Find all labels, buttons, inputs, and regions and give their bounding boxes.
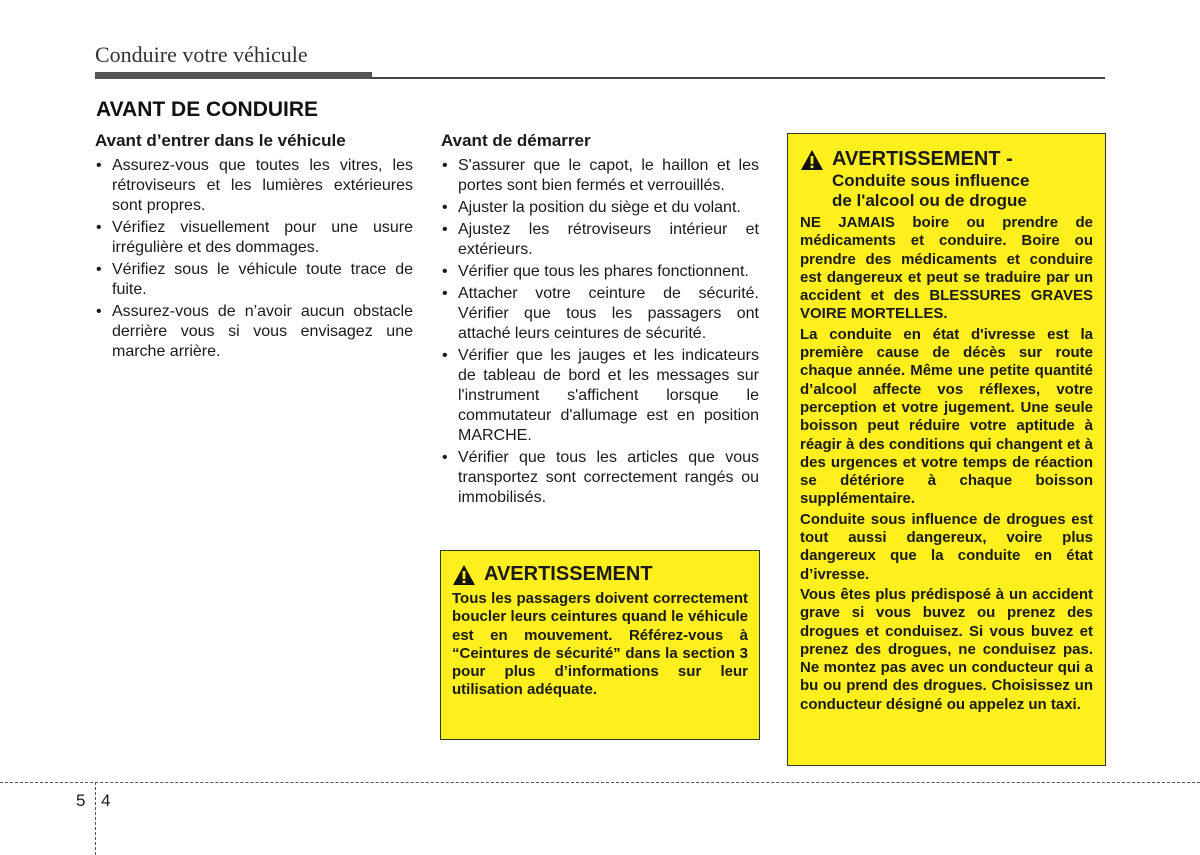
warning-box-seatbelts <box>440 550 760 740</box>
list-item: • Vérifier que les jauges et les indicateurs de tableau de bord et les messages sur l'instrument s'affichent lorsque le commutateur d'allumage est en position MARCHE. <box>441 346 759 446</box>
warning-paragraph: Vous êtes plus prédisposé à un accident grave si vous buvez ou prenez des drogues et conduisez. Si vous buvez et prenez des drogues, ne conduisez pas. Ne montez pas avec un conducteur qui a bu ou prend des drogues. Choisissez un conducteur désigné ou appelez un taxi. <box>800 585 1093 713</box>
column-before-starting <box>441 131 759 510</box>
section-title: AVANT DE CONDUIRE <box>96 98 319 121</box>
warning-paragraph: Conduite sous influence de drogues est tout aussi dangereux, voire plus dangereux que la conduite en état d’ivresse. <box>800 510 1093 583</box>
checklist-before-starting <box>441 156 759 508</box>
footer-divider <box>95 782 96 855</box>
column-before-entering <box>95 131 413 364</box>
list-item: • Vérifier que tous les articles que vous transportez sont correctement rangés ou immobilisés. <box>441 448 759 508</box>
header-rule-thin <box>372 77 1105 79</box>
warning-box-alcohol-drugs <box>787 133 1106 766</box>
chapter-number: 5 <box>76 791 86 810</box>
warning-header <box>452 563 748 586</box>
warning-triangle-icon <box>452 564 476 586</box>
warning-header <box>800 148 1093 171</box>
list-item: • Vérifiez sous le véhicule toute trace de fuite. <box>95 260 413 300</box>
page-number: 4 <box>101 791 111 810</box>
running-header-title: Conduire votre véhicule <box>95 42 308 67</box>
warning-paragraph: La conduite en état d'ivresse est la première cause de décès sur route chaque année. Même une petite quantité d’alcool affecte vos réflexes, votre perception et votre jugement. Une seule boisson peut réduire votre aptitude à réagir à des conditions qui changent et à des urgences et votre temps de réaction se détériore à chaque boisson supplémentaire. <box>800 325 1093 508</box>
warning-triangle-icon <box>800 149 824 171</box>
list-item: • Attacher votre ceinture de sécurité. Vérifier que tous les passagers ont attaché leurs ceintures de sécurité. <box>441 284 759 344</box>
list-item: • Ajustez les rétroviseurs intérieur et extérieurs. <box>441 220 759 260</box>
warning-title: AVERTISSEMENT - <box>832 148 1013 170</box>
subheading-before-starting: Avant de démarrer <box>441 131 591 150</box>
footer-rule <box>0 782 1200 783</box>
list-item: • S'assurer que le capot, le haillon et les portes sont bien fermés et verrouillés. <box>441 156 759 196</box>
header-rule-thick <box>95 72 372 79</box>
list-item: • Assurez-vous que toutes les vitres, les rétroviseurs et les lumières extérieures sont propres. <box>95 156 413 216</box>
warning-text: Tous les passagers doivent correctement boucler leurs ceintures quand le véhicule est en mouvement. Référez-vous à “Ceintures de sécurité” dans la section 3 pour plus d’informations sur leur utilisation adéquate. <box>452 590 748 699</box>
list-item: • Vérifier que tous les phares fonctionnent. <box>441 262 759 282</box>
warning-paragraph: NE JAMAIS boire ou prendre de médicaments et conduire. Boire ou prendre des médicaments et conduire est dangereux et peut se traduire par un accident et des BLESSURES GRAVES VOIRE MORTELLES. <box>800 214 1093 323</box>
checklist-before-entering <box>95 156 413 362</box>
list-item: • Ajuster la position du siège et du volant. <box>441 198 759 218</box>
warning-subtitle: Conduite sous influence <box>832 171 1030 190</box>
list-item: • Assurez-vous de n’avoir aucun obstacle derrière vous si vous envisagez une marche arrière. <box>95 302 413 362</box>
warning-title: AVERTISSEMENT <box>484 563 653 585</box>
subheading-before-entering: Avant d’entrer dans le véhicule <box>95 131 346 150</box>
warning-subtitle: de l'alcool ou de drogue <box>832 191 1027 210</box>
list-item: • Vérifiez visuellement pour une usure irrégulière et des dommages. <box>95 218 413 258</box>
